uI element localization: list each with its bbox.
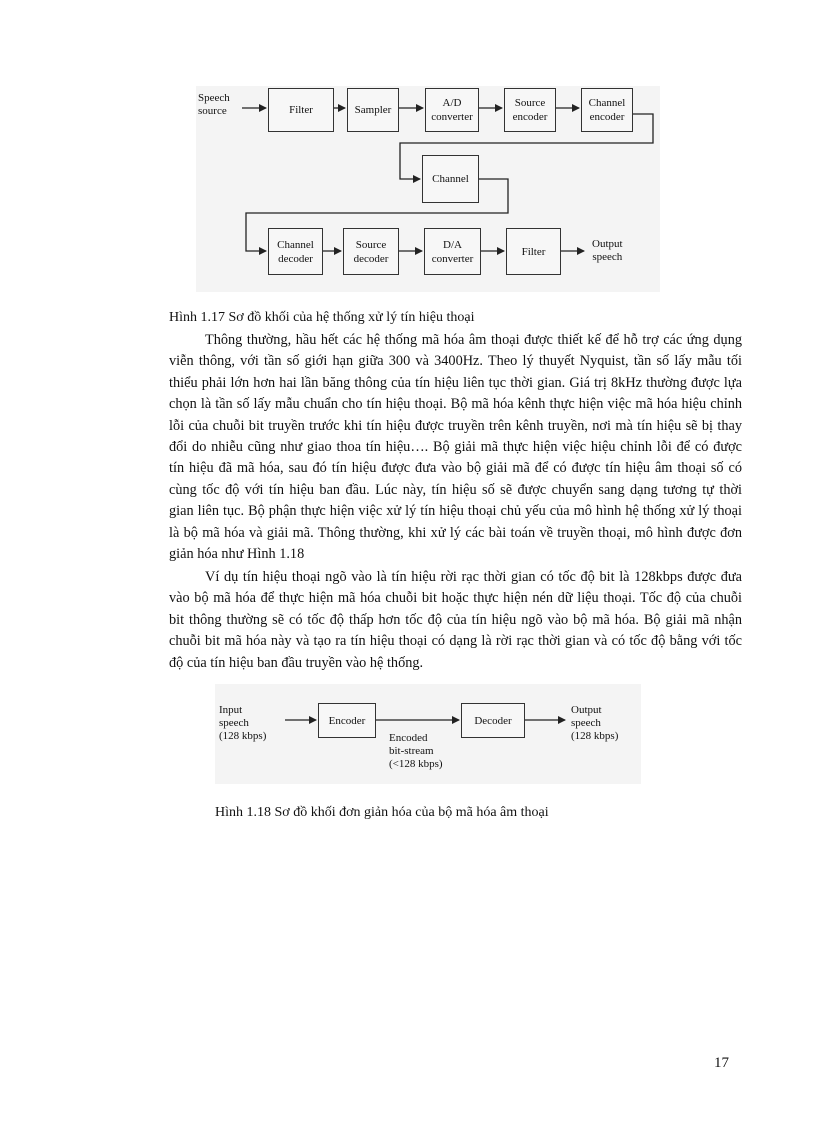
paragraph-1-line: Thông thường, hầu hết các hệ thống mã hóa âm thoại được thiết kế để hỗ trợ các ứng dụng [205,332,742,348]
da-converter-block: D/A converter [424,228,481,275]
figure-1-18-caption: Hình 1.18 Sơ đồ khối đơn giản hóa của bộ mã hóa âm thoại [215,805,549,820]
source-encoder-block: Source encoder [504,88,556,132]
figure-1-18 [215,684,641,784]
paragraph-2-line: Ví dụ tín hiệu thoại ngõ vào là tín hiệu rời rạc thời gian có tốc độ bit là 128kbps được đưa [205,569,742,585]
paragraph-2-line: vào bộ mã hóa để thực hiện mã hóa chuỗi bit hoặc thực hiện nén dữ liệu thoại. Tốc độ của chuỗi [169,590,742,607]
channel-decoder-block: Channel decoder [268,228,323,275]
output-speech-label: Output speech [592,238,623,263]
speech-source-label: Speech source [198,92,230,117]
paragraph-1-line: tín hiệu đã mã hóa, sau đó tín hiệu được đưa vào bộ giải mã để có được tín hiệu âm thoại số có [169,460,742,477]
paragraph-1-line: thiểu phải lớn hơn hai lần băng thông của tín hiệu liên tục thời gian. Giá trị 8kHz thường được lựa [169,374,742,391]
paragraph-1-line: đổi do nhiễu cũng như giao thoa tín hiệu…. Bộ giải mã thực hiện việc hiệu chỉnh lỗi để có được [169,439,742,456]
paragraph-1-line: viễn thông, với tần số giới hạn giữa 300 và 3400Hz. Theo lý thuyết Nyquist, tần số lấy mẫu tối [169,353,742,370]
encoder-block: Encoder [318,703,376,738]
paragraph-2 [169,567,742,674]
figure-1-17-caption: Hình 1.17 Sơ đồ khối của hệ thống xử lý tín hiệu thoại [169,310,475,325]
output-speech-label-2: Output speech (128 kbps) [571,704,619,742]
paragraph-1-line: giản hóa như Hình 1.18 [169,546,305,563]
channel-block: Channel [422,155,479,203]
paragraph-2-line: độ của tín hiệu ban đầu truyền vào hệ thống. [169,654,424,671]
decoder-block: Decoder [461,703,525,738]
channel-encoder-block: Channel encoder [581,88,633,132]
filter-output-block: Filter [506,228,561,275]
encoded-bitstream-label: Encoded bit-stream (<128 kbps) [389,732,443,770]
filter-block: Filter [268,88,334,132]
paragraph-1-line: gian liên tục. Bộ phận thực hiện việc xử lý tín hiệu thoại chủ yếu của mô hình hệ thống xử lý thoại [169,503,742,520]
paragraph-2-line: bit thông thường sẽ có tốc độ thấp hơn tốc độ của tín hiệu ngõ vào bộ mã hóa. Bộ giải mã nhận [169,611,742,628]
page-number: 17 [714,1055,729,1071]
input-speech-label: Input speech (128 kbps) [219,704,267,742]
paragraph-1-line: lỗi của chuỗi bit truyền trước khi tín hiệu được truyền trên kênh truyền, nơi mà tín hiệu sẽ bị thay [169,417,742,434]
sampler-block: Sampler [347,88,399,132]
paragraph-1-line: là bộ mã hóa và giải mã. Thông thường, khi xử lý các bài toán về truyền thoại, mô hình được đơn [169,524,742,541]
source-decoder-block: Source decoder [343,228,399,275]
paragraph-1 [169,330,742,565]
paragraph-2-line: chuỗi bit mã hóa này và tạo ra tín hiệu thoại có dạng là rời rạc thời gian và có tốc độ bằng với tốc [169,633,742,650]
paragraph-1-line: cùng tốc độ với tín hiệu ban đầu. Lúc này, tín hiệu số sẽ được chuyển sang dạng tương tự thời [169,481,742,498]
figure-1-17 [196,86,660,292]
paragraph-1-line: chọn là tần số lấy mẫu chuẩn cho tín hiệu thoại. Bộ mã hóa kênh thực hiện việc mã hóa hiệu chỉnh [169,396,742,413]
ad-converter-block: A/D converter [425,88,479,132]
